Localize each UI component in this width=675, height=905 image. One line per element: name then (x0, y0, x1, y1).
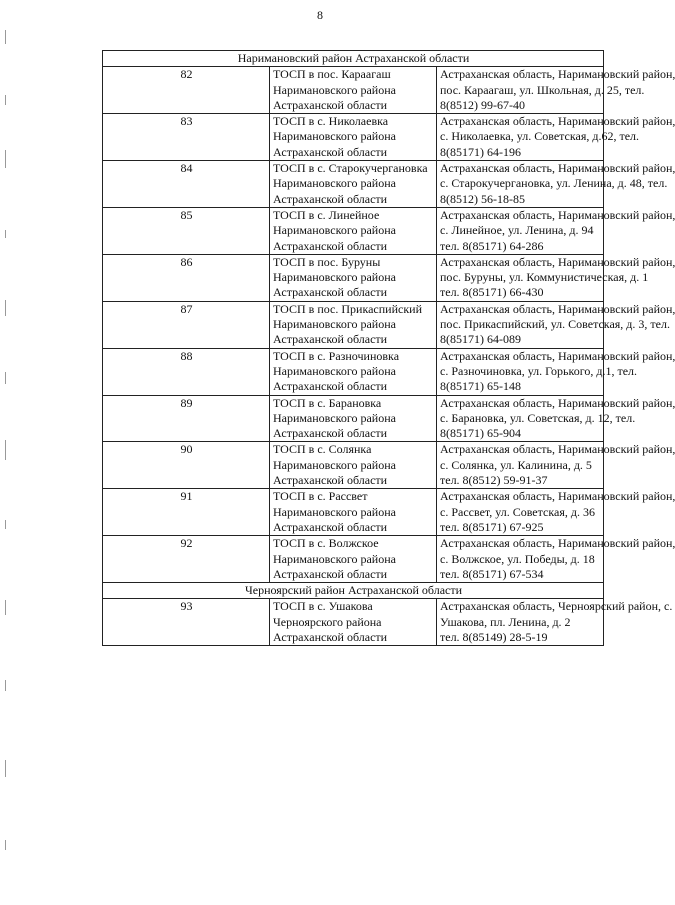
table-row (103, 254, 604, 301)
address-line: Астраханская область, Наримановский район, (440, 161, 675, 176)
scan-mark (5, 230, 6, 238)
office-name-cell (270, 348, 437, 395)
row-number: 82 (103, 67, 270, 114)
address-cell (437, 395, 675, 442)
office-name-line: ТОСП в с. Старокучергановка (273, 161, 428, 176)
table-row (103, 207, 604, 254)
table-row (103, 301, 604, 348)
row-number: 88 (103, 348, 270, 395)
page-number: 8 (317, 8, 323, 22)
office-name-cell (270, 599, 437, 646)
office-name-line: Наримановского района (273, 223, 396, 238)
address-line: с. Солянка, ул. Калинина, д. 5 (440, 457, 592, 472)
scan-edge-marks (5, 0, 9, 905)
section-title: Наримановский район Астраханской области (103, 51, 604, 67)
address-line: тел. 8(85171) 67-925 (440, 519, 544, 534)
scan-mark (5, 150, 6, 168)
address-line: 8(8512) 56-18-85 (440, 191, 525, 206)
section-title: Черноярский район Астраханской области (103, 583, 604, 599)
address-line: тел. 8(85171) 66-430 (440, 285, 544, 300)
table-row (103, 348, 604, 395)
address-line: Астраханская область, Наримановский район, (440, 301, 675, 316)
address-line: пос. Прикаспийский, ул. Советская, д. 3, тел. (440, 317, 670, 332)
office-name-line: Астраханской области (273, 238, 388, 253)
office-name-line: Наримановского района (273, 551, 396, 566)
table-row (103, 67, 604, 114)
office-name-line: Наримановского района (273, 176, 396, 191)
address-line: с. Линейное, ул. Ленина, д. 94 (440, 223, 594, 238)
office-name-line: Наримановского района (273, 410, 396, 425)
office-name-line: Астраханской области (273, 473, 388, 488)
scan-mark (5, 680, 6, 691)
address-cell (437, 442, 675, 489)
address-cell (437, 301, 675, 348)
scan-mark (5, 372, 6, 384)
address-cell (437, 161, 675, 208)
address-line: с. Волжское, ул. Победы, д. 18 (440, 551, 595, 566)
row-number: 87 (103, 301, 270, 348)
address-cell (437, 599, 673, 646)
office-name-cell (270, 489, 437, 536)
table-row (103, 161, 604, 208)
table-row (103, 442, 604, 489)
office-name-line: Астраханской области (273, 285, 388, 300)
row-number: 91 (103, 489, 270, 536)
address-line: пос. Караагаш, ул. Школьная, д. 25, тел. (440, 82, 645, 97)
office-name-line: ТОСП в с. Линейное (273, 207, 380, 222)
row-number: 84 (103, 161, 270, 208)
row-number: 85 (103, 207, 270, 254)
office-name-line: ТОСП в пос. Караагаш (273, 67, 391, 82)
address-cell (437, 254, 675, 301)
offices-table (102, 50, 675, 646)
office-name-cell (270, 254, 437, 301)
address-line: Астраханская область, Наримановский район, (440, 114, 675, 129)
address-line: с. Старокучергановка, ул. Ленина, д. 48, тел. (440, 176, 668, 191)
scan-mark (5, 440, 6, 460)
address-cell (437, 536, 675, 583)
office-name-line: Черноярского района (273, 614, 382, 629)
table-row (103, 114, 604, 161)
table-row (103, 599, 604, 646)
address-line: с. Рассвет, ул. Советская, д. 36 (440, 504, 595, 519)
table-row (103, 395, 604, 442)
office-name-line: Астраханской области (273, 566, 388, 581)
address-line: 8(8512) 99-67-40 (440, 97, 525, 112)
office-name-line: ТОСП в пос. Буруны (273, 254, 381, 269)
office-name-line: ТОСП в с. Ушакова (273, 599, 373, 614)
office-name-cell (270, 67, 437, 114)
row-number: 89 (103, 395, 270, 442)
row-number: 92 (103, 536, 270, 583)
address-line: Астраханская область, Наримановский район, (440, 254, 675, 269)
address-line: 8(85171) 65-904 (440, 426, 521, 441)
row-number: 86 (103, 254, 270, 301)
address-line: 8(85171) 64-089 (440, 332, 521, 347)
address-line: 8(85171) 64-196 (440, 144, 521, 159)
office-name-line: Наримановского района (273, 129, 396, 144)
scan-mark (5, 760, 6, 777)
address-line: тел. 8(85171) 64-286 (440, 238, 544, 253)
address-line: Астраханская область, Наримановский район, (440, 348, 675, 363)
address-line: с. Барановка, ул. Советская, д. 12, тел. (440, 410, 636, 425)
address-line: с. Николаевка, ул. Советская, д.62, тел. (440, 129, 640, 144)
scan-mark (5, 840, 6, 850)
address-line: Астраханская область, Наримановский район, (440, 489, 675, 504)
office-name-line: Наримановского района (273, 457, 396, 472)
table-row (103, 536, 604, 583)
office-name-cell (270, 536, 437, 583)
office-name-line: Наримановского района (273, 504, 396, 519)
office-name-line: Астраханской области (273, 379, 388, 394)
office-name-line: ТОСП в с. Разночиновка (273, 348, 400, 363)
address-cell (437, 67, 675, 114)
office-name-line: Наримановского района (273, 317, 396, 332)
office-name-line: Астраханской области (273, 629, 388, 644)
scan-mark (5, 95, 6, 105)
office-name-line: ТОСП в с. Волжское (273, 536, 379, 551)
office-name-line: ТОСП в с. Барановка (273, 395, 382, 410)
row-number: 90 (103, 442, 270, 489)
address-cell (437, 489, 675, 536)
address-line: Астраханская область, Черноярский район, с. (440, 599, 673, 614)
office-name-line: ТОСП в пос. Прикаспийский (273, 301, 423, 316)
office-name-line: Наримановского района (273, 363, 396, 378)
scan-mark (5, 30, 6, 44)
office-name-line: Наримановского района (273, 270, 396, 285)
address-line: Астраханская область, Наримановский район, (440, 67, 675, 82)
address-line: тел. 8(8512) 59-91-37 (440, 473, 548, 488)
office-name-line: ТОСП в с. Солянка (273, 442, 372, 457)
scan-mark (5, 520, 6, 529)
office-name-line: Астраханской области (273, 332, 388, 347)
office-name-cell (270, 301, 437, 348)
address-line: Ушакова, пл. Ленина, д. 2 (440, 614, 571, 629)
row-number: 83 (103, 114, 270, 161)
office-name-line: Астраханской области (273, 144, 388, 159)
scan-mark (5, 300, 6, 316)
address-line: Астраханская область, Наримановский район, (440, 536, 675, 551)
scan-mark (5, 600, 6, 615)
office-name-line: ТОСП в с. Николаевка (273, 114, 389, 129)
office-name-line: ТОСП в с. Рассвет (273, 489, 368, 504)
row-number: 93 (103, 599, 270, 646)
office-name-line: Астраханской области (273, 97, 388, 112)
office-name-cell (270, 395, 437, 442)
address-cell (437, 348, 675, 395)
address-line: тел. 8(85171) 67-534 (440, 566, 544, 581)
office-name-line: Астраханской области (273, 519, 388, 534)
address-line: пос. Буруны, ул. Коммунистическая, д. 1 (440, 270, 649, 285)
address-line: с. Разночиновка, ул. Горького, д.1, тел. (440, 363, 638, 378)
address-line: тел. 8(85149) 28-5-19 (440, 629, 548, 644)
office-name-line: Астраханской области (273, 191, 388, 206)
address-cell (437, 114, 675, 161)
table-row (103, 489, 604, 536)
office-name-cell (270, 114, 437, 161)
address-line: Астраханская область, Наримановский район, (440, 207, 675, 222)
section-header-row (103, 51, 604, 67)
office-name-cell (270, 442, 437, 489)
office-name-cell (270, 161, 437, 208)
address-line: 8(85171) 65-148 (440, 379, 521, 394)
address-line: Астраханская область, Наримановский район, (440, 395, 675, 410)
address-cell (437, 207, 675, 254)
office-name-line: Астраханской области (273, 426, 388, 441)
office-name-line: Наримановского района (273, 82, 396, 97)
section-header-row (103, 583, 604, 599)
address-line: Астраханская область, Наримановский район, (440, 442, 675, 457)
office-name-cell (270, 207, 437, 254)
